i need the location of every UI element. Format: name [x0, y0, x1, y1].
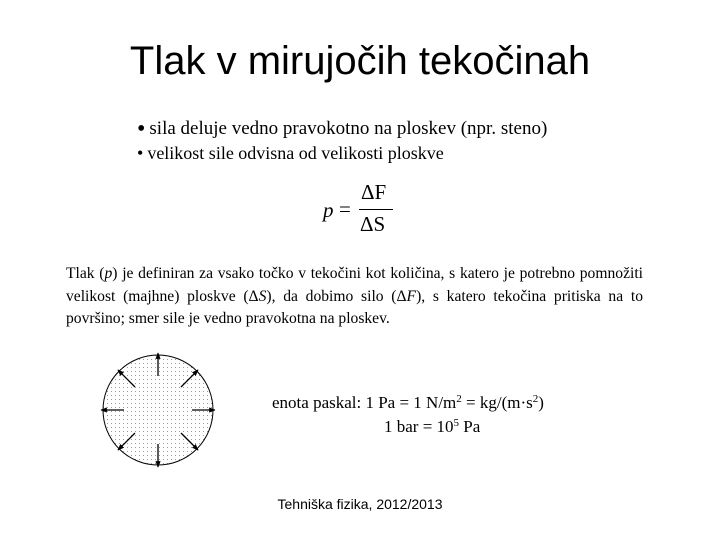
unit-pascal [272, 391, 592, 415]
unit-exponent: 2 [532, 393, 539, 405]
definition-symbol-s: S [258, 287, 267, 305]
formula-equals: = [339, 197, 351, 221]
bullet-text: sila deluje vedno pravokotno na ploskev (npr. steno) [149, 118, 548, 139]
unit-bar [272, 415, 592, 439]
definition-symbol-f: F [406, 287, 417, 305]
pressure-definition [66, 263, 643, 331]
bullet-marker: • [137, 143, 144, 163]
pressure-formula [318, 180, 398, 238]
formula-denominator: ΔS [360, 212, 386, 236]
formula-lhs: p [323, 198, 334, 222]
bullet-marker: • [137, 116, 146, 142]
pressure-units [272, 391, 592, 439]
bullet-list [137, 117, 547, 165]
unit-text: = kg/(m·s [461, 393, 533, 412]
bullet-item [137, 141, 547, 165]
unit-text: Pa [459, 417, 481, 436]
definition-text: ), s katero tekočina pritiska na to površino; smer sile je vedno pravokotna na ploskev. [66, 287, 644, 327]
bullet-item [137, 117, 547, 141]
unit-text: 1 bar = 10 [384, 417, 454, 436]
unit-exponent: 5 [453, 417, 460, 429]
slide-footer: Tehniška fizika, 2012/2013 [277, 496, 443, 512]
formula-numerator: ΔF [361, 180, 387, 204]
unit-exponent: 2 [456, 393, 462, 405]
slide-title: Tlak v mirujočih tekočinah [129, 39, 591, 83]
pressure-diagram [98, 350, 218, 470]
definition-text: ), da dobimo silo (Δ [266, 287, 407, 305]
unit-text: ) [538, 393, 544, 412]
definition-text: Tlak ( [66, 265, 105, 282]
fraction-bar [359, 209, 393, 210]
definition-text: ) je definiran za vsako točko v tekočini kot količina, s katero je potrebno pomnožiti velikost (majhne) ploskve (Δ [66, 265, 643, 305]
unit-text: enota paskal: 1 Pa = 1 N/m [272, 393, 457, 412]
bullet-text: velikost sile odvisna od velikosti ploskve [147, 143, 444, 163]
definition-symbol-p: p [104, 265, 113, 282]
